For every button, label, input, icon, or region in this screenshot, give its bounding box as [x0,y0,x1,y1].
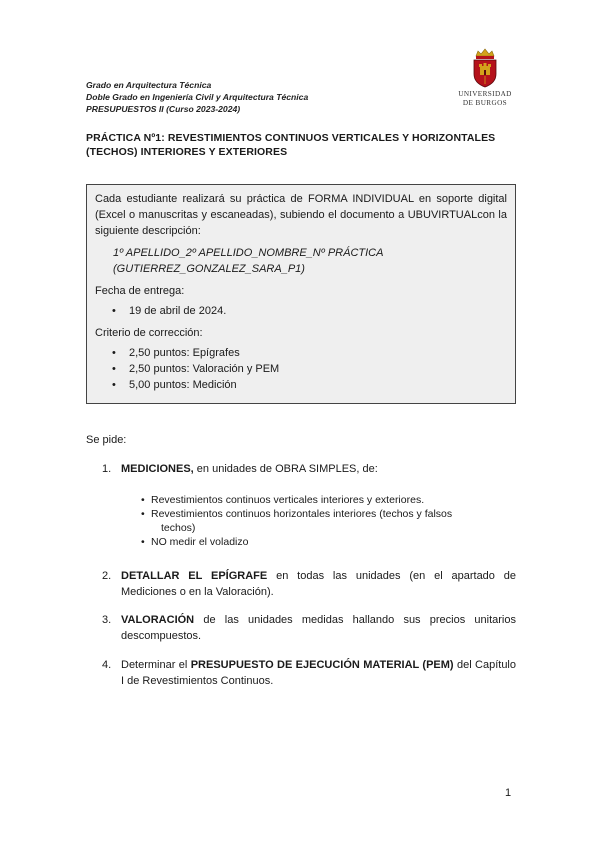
coat-of-arms-icon [470,48,500,88]
requirement-item [102,461,516,477]
filename-pattern: 1º APELLIDO_2º APELLIDO_NOMBRE_Nº PRÁCTICA [113,247,384,259]
criteria-item: • 2,50 puntos: Epígrafes [129,345,507,361]
requirement-keyword: VALORACIÓN [121,614,195,626]
requirement-number: 3. [102,614,112,626]
due-date-label: Fecha de entrega: [95,285,185,297]
requirement-keyword: PRESUPUESTO DE EJECUCIÓN MATERIAL (PEM) [190,659,454,671]
requirement-item [102,568,516,600]
page-number: 1 [505,787,512,799]
grading-criteria-list [95,345,507,393]
title-line2: (TECHOS) INTERIORES Y EXTERIORES [86,146,288,158]
logo-text-line1: UNIVERSIDAD [458,90,512,98]
requirement-keyword: MEDICIONES, [121,463,194,475]
document-header [86,79,308,115]
requirements-heading: Se pide: [86,434,127,446]
instructions-intro: Cada estudiante realizará su práctica de FORMA INDIVIDUAL en soporte digital (Excel o manuscritas y escaneadas), subiendo el documento a UBUVIRTUALcon la siguiente descripción: [95,193,507,237]
sublist-item: • Revestimientos continuos horizontales interiores (techos y falsos [141,507,511,521]
sublist-item: • NO medir el voladizo [141,535,511,549]
sublist-item: • Revestimientos continuos verticales interiores y exteriores. [141,493,511,507]
due-date-list [95,303,507,319]
filename-example: (GUTIERREZ_GONZALEZ_SARA_P1) [113,263,305,275]
requirement-item [102,612,516,644]
grading-criteria-label: Criterio de corrección: [95,327,203,339]
logo-text-line2: DE BURGOS [462,99,508,107]
requirement-text: en todas las unidades (en el apartado de Mediciones o en la Valoración). [121,570,517,598]
title-line1: PRÁCTICA Nº1: REVESTIMIENTOS CONTINUOS VERTICALES Y HORIZONTALES [86,132,496,144]
requirement-number: 2. [102,570,112,582]
requirement-prefix: Determinar el [121,659,191,671]
criteria-item: • 2,50 puntos: Valoración y PEM [129,361,507,377]
sublist-item-continued: techos) [161,522,196,534]
criteria-item: • 5,00 puntos: Medición [129,377,507,393]
due-date-item: • 19 de abril de 2024. [129,303,507,319]
practice-title [86,131,516,159]
university-logo [452,48,518,108]
requirement-number: 1. [102,463,112,475]
requirement-text: de las unidades medidas hallando sus precios unitarios descompuestos. [121,614,516,642]
requirement-item [102,657,516,689]
requirement-number: 4. [102,659,112,671]
filename-format [113,245,507,277]
requirement-keyword: DETALLAR EL EPÍGRAFE [121,570,268,582]
instructions-box [86,184,516,404]
requirement-text: en unidades de OBRA SIMPLES, de: [193,463,378,475]
header-double-degree: Doble Grado en Ingeniería Civil y Arquitectura Técnica [86,92,309,102]
measurement-sublist [141,493,511,549]
header-degree: Grado en Arquitectura Técnica [86,80,212,90]
header-course: PRESUPUESTOS II (Curso 2023-2024) [86,104,241,114]
requirement-text: del Capítulo I de Revestimientos Continuos. [121,659,516,687]
